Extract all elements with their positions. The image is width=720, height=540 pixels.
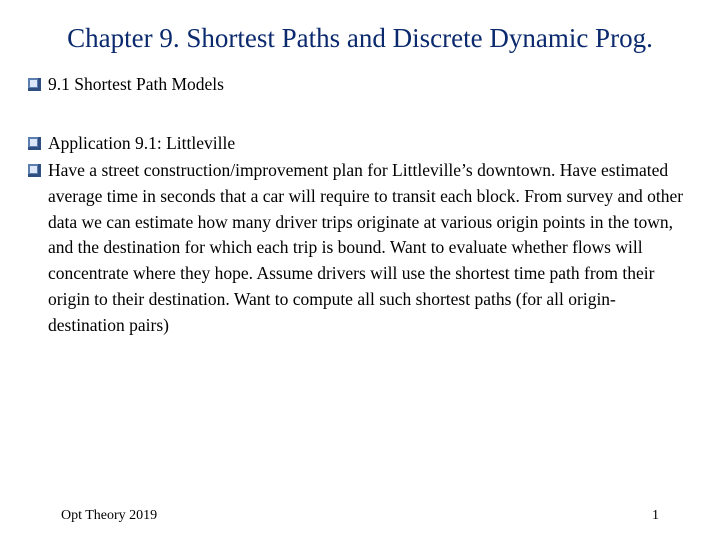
bullet-text: 9.1 Shortest Path Models xyxy=(48,74,224,94)
page-number: 1 xyxy=(652,508,659,523)
bullet-item xyxy=(28,72,688,98)
slide-title: Chapter 9. Shortest Paths and Discrete Dynamic Prog. xyxy=(67,23,653,53)
square-bullet-icon xyxy=(28,137,41,150)
bullet-item xyxy=(28,158,688,339)
bullet-item xyxy=(28,131,688,157)
bullet-text: Have a street construction/improvement plan for Littleville’s downtown. Have estimated average time in seconds that a car will require to transit each block. From survey and other data we can estimate how many driver trips originate at various origin points in the town, and the destination for which each trip is bound. Want to evaluate whether flows will concentrate where they hope. Assume drivers will use the shortest time path from their origin to their destination. Want to compute all such shortest paths (for all origin-destination pairs) xyxy=(48,160,684,335)
square-bullet-icon xyxy=(28,164,41,177)
bullet-text: Application 9.1: Littleville xyxy=(48,133,236,153)
square-bullet-icon xyxy=(28,78,41,91)
footer-course: Opt Theory 2019 xyxy=(61,508,158,523)
